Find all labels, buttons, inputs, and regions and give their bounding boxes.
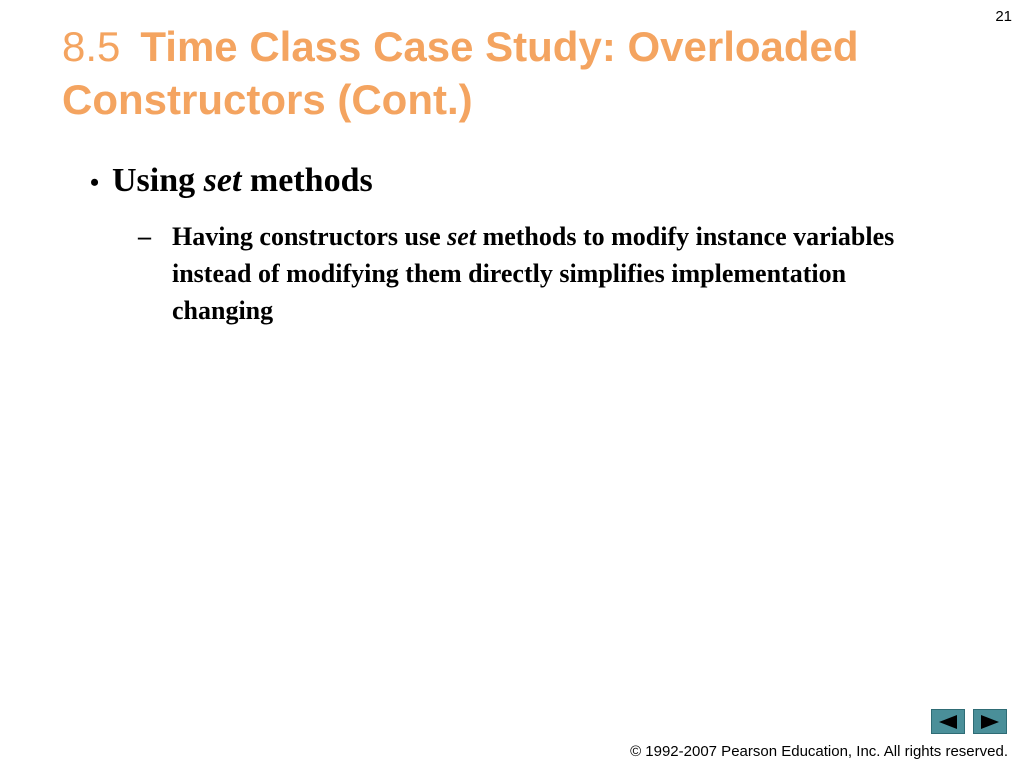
slide-title xyxy=(62,20,962,126)
bullet-text xyxy=(112,160,373,202)
sub-bullet-text-italic: set xyxy=(447,222,477,251)
sub-bullet-marker: – xyxy=(138,222,151,251)
slide-content xyxy=(90,160,950,329)
arrow-right-icon xyxy=(980,714,1000,730)
section-number: 8.5 xyxy=(62,23,121,70)
title-text: Time Class Case Study: Overloaded Constructors (Cont.) xyxy=(62,23,859,123)
slide-navigation xyxy=(931,709,1007,734)
sub-bullet-text-after: methods to modify instance variables instead of modifying them directly simplifies implementation changing xyxy=(172,222,895,325)
previous-slide-button[interactable] xyxy=(931,709,965,734)
sub-bullet-item xyxy=(138,218,950,329)
sub-bullet-text-before: Having constructors use xyxy=(172,222,448,251)
sub-bullet-text xyxy=(172,218,917,329)
bullet-marker: • xyxy=(90,168,100,197)
arrow-left-icon xyxy=(938,714,958,730)
bullet-text-italic: set xyxy=(203,162,242,199)
bullet-text-before: Using xyxy=(112,162,204,199)
copyright-footer: © 1992-2007 Pearson Education, Inc. All rights reserved. xyxy=(630,743,1008,760)
bullet-item xyxy=(90,160,950,204)
slide-number: 21 xyxy=(995,8,1012,25)
next-slide-button[interactable] xyxy=(973,709,1007,734)
bullet-text-after: methods xyxy=(241,162,373,199)
